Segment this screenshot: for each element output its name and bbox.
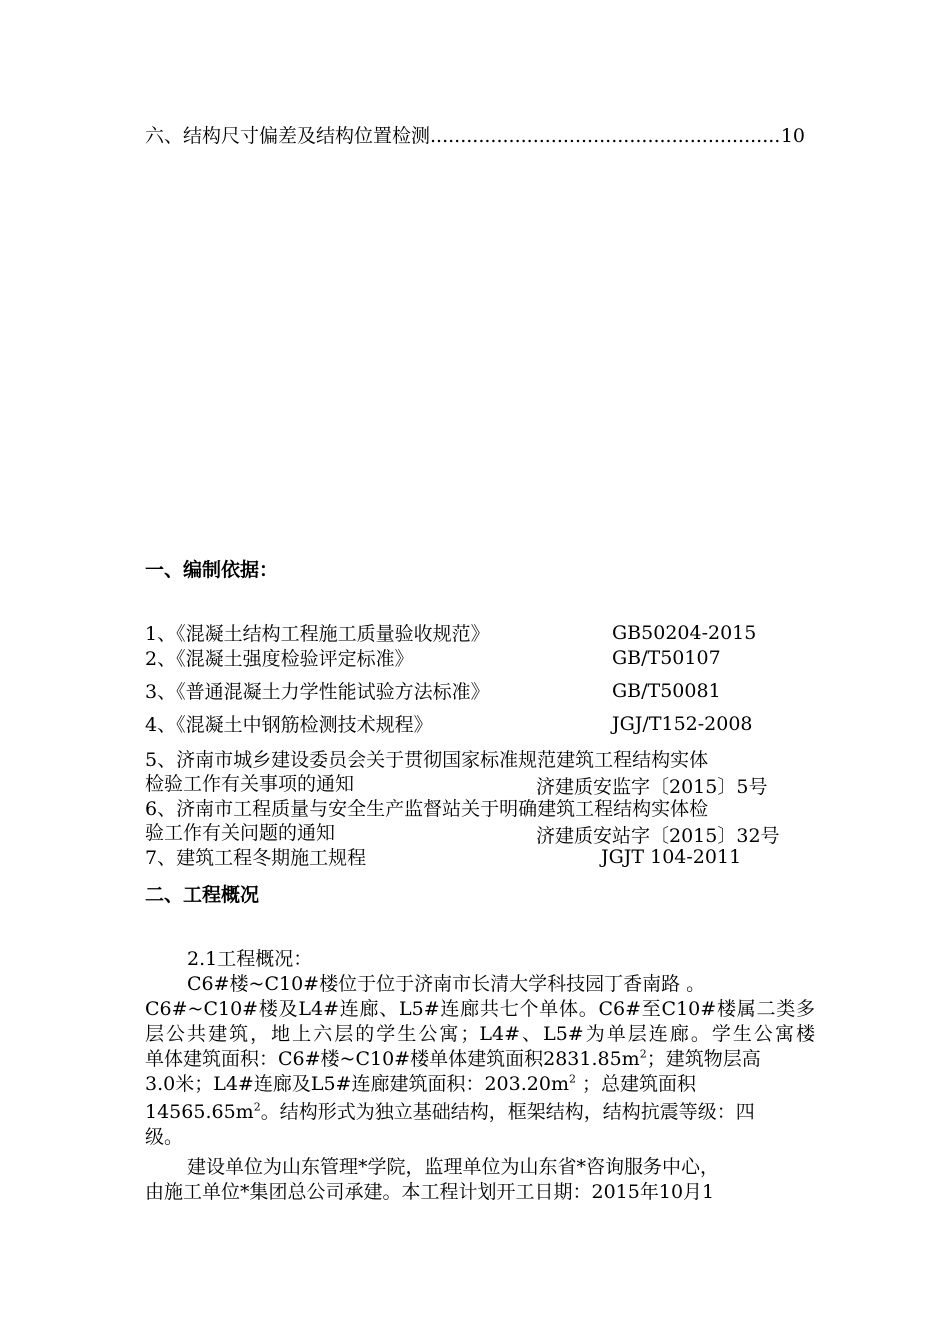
ref-item-7-code: JGJT 104-2011 (601, 846, 742, 868)
para1-line1: C6#楼~C10#楼位于位于济南市长清大学科技园丁香南路 。 (187, 973, 706, 995)
ref-item-2-title: 2、《混凝土强度检验评定标准》 (145, 648, 414, 670)
ref-item-5-title: 5、济南市城乡建设委员会关于贯彻国家标准规范建筑工程结构实体 (145, 749, 709, 771)
para1-line5: 3.0米；L4#连廊及L5#连廊建筑面积：$203.20m^2$ ；总建筑面积 (145, 1072, 697, 1095)
subsection-title: 2.1工程概况： (187, 948, 313, 970)
ref-item-1-title: 1、《混凝土结构工程施工质量验收规范》 (145, 623, 490, 645)
section-heading-basis: 一、编制依据： (145, 559, 279, 581)
ref-item-3-code: GB/T50081 (612, 680, 721, 702)
toc-entry (145, 124, 805, 148)
para1-line3: 层公共建筑，地上六层的学生公寓；L4#、L5#为单层连廊。学生公寓楼 (145, 1023, 815, 1045)
ref-item-3-title: 3、《普通混凝土力学性能试验方法标准》 (145, 681, 490, 703)
para1-line4: 单体建筑面积：C6#楼~C10#楼单体建筑面积$2831.85m^2$；建筑物层高 (145, 1047, 761, 1070)
para1-line2: C6#~C10#楼及L4#连廊、L5#连廊共七个单体。C6#至C10#楼属二类多 (145, 998, 815, 1020)
ref-item-6-title-cont: 验工作有关问题的通知 (145, 822, 336, 844)
ref-item-6-code: 济建质安站字〔2015〕32号 (536, 825, 780, 847)
ref-item-2-code: GB/T50107 (612, 647, 721, 669)
para2-line2: 由施工单位*集团总公司承建。本工程计划开工日期：2015年10月1 (145, 1181, 715, 1203)
ref-item-5-title-cont: 检验工作有关事项的通知 (145, 773, 355, 795)
toc-leader-dots (430, 124, 781, 148)
ref-item-7-title: 7、建筑工程冬期施工规程 (145, 847, 367, 869)
para1-line6: $14565.65m^2$。结构形式为独立基础结构，框架结构，结构抗震等级：四 (145, 1100, 755, 1123)
ref-item-4-code: JGJ/T152-2008 (612, 713, 753, 735)
ref-item-5-code: 济建质安监字〔2015〕5号 (536, 776, 768, 798)
para1-line7: 级。 (145, 1126, 184, 1148)
toc-entry-text: 六、结构尺寸偏差及结构位置检测 (145, 125, 431, 147)
toc-entry-page: 10 (780, 125, 805, 147)
ref-item-6-title: 6、济南市工程质量与安全生产监督站关于明确建筑工程结构实体检 (145, 798, 709, 820)
para2-line1: 建设单位为山东管理*学院，监理单位为山东省*咨询服务中心， (187, 1156, 720, 1178)
ref-item-4-title: 4、《混凝土中钢筋检测技术规程》 (145, 714, 433, 736)
section-heading-overview: 二、工程概况 (145, 884, 260, 906)
ref-item-1-code: GB50204-2015 (612, 622, 757, 644)
